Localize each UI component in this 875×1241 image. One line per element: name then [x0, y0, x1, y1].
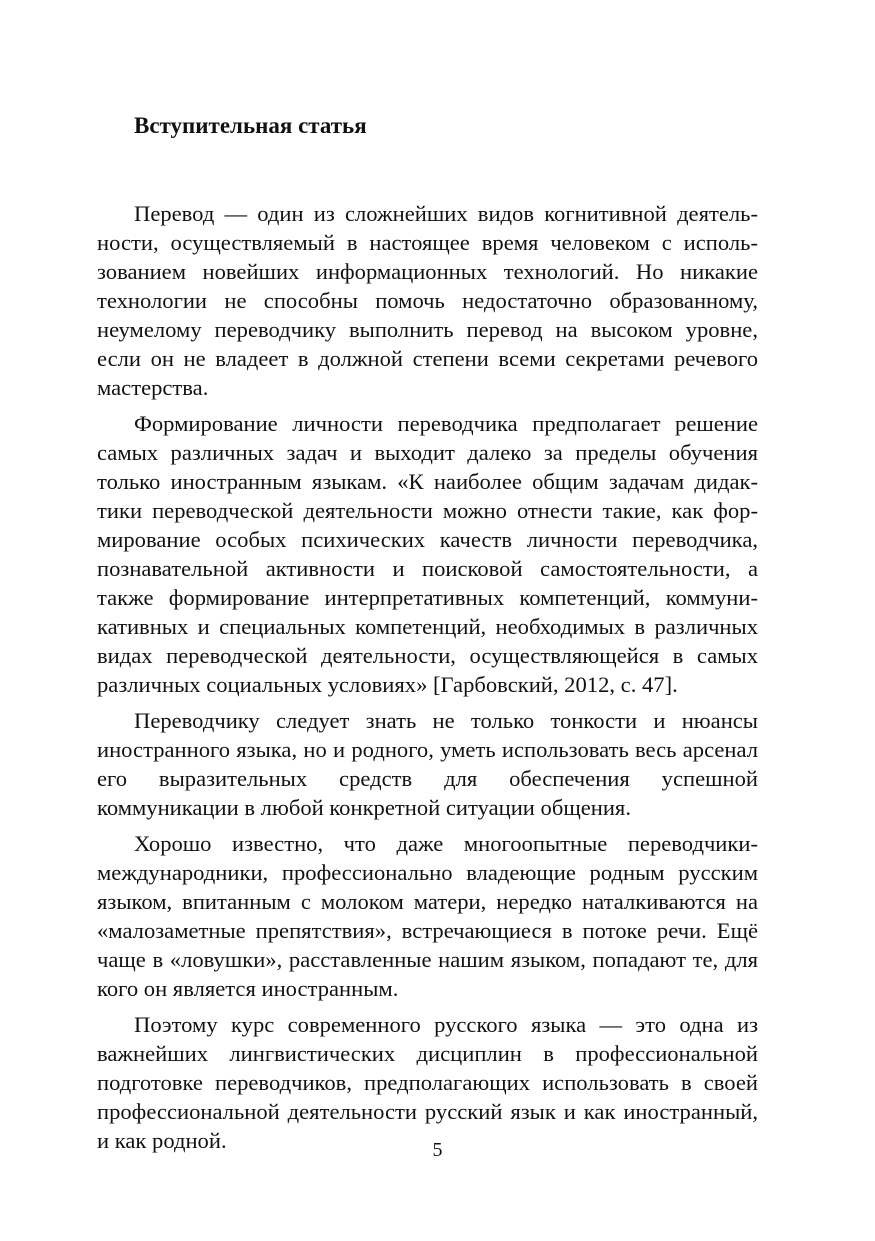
paragraph-5: Поэтому курс современного русского языка — это одна из важнейших лингвистических дисциплин в профессиональной подготовке переводчиков, предполагающих использовать в своей профессиональной деятельности русский язык и как иностранный, и как родной. [97, 1012, 758, 1153]
paragraph-2: Формирование личности переводчика предполагает решение самых различных задач и выходит далеко за пределы обучения только иностранным языкам. «К наиболее общим задачам дидактики переводческой деятельности можно отнести такие, как формирование особых психических качеств личности переводчика, познавательной активности и поисковой самостоятельности, а также формирование интерпретативных компетенций, коммуникативных и специальных компетенций, необходимых в различных видах переводческой деятельности, осуществляющейся в самых различных социальных условиях» [Гарбовский, 2012, с. 47]. [97, 411, 758, 697]
section-heading: Вступительная статья [134, 113, 367, 138]
paragraph-1: Перевод — один из сложнейших видов когнитивной деятельности, осуществляемый в настоящее время человеком с использованием новейших информационных технологий. Но никакие технологии не способны помочь недостаточно образованному, неумелому переводчику выполнить перевод на высоком уровне, если он не владеет в должной степени всеми секретами речевого мастерства. [97, 201, 758, 400]
paragraph-3: Переводчику следует знать не только тонкости и нюансы иностранного языка, но и родного, уметь использовать весь арсенал его выразительных средств для обеспечения успешной коммуникации в любой конкретной ситуации общения. [97, 708, 758, 820]
body-text [97, 199, 758, 1155]
page-number: 5 [432, 1139, 443, 1161]
paragraph-4: Хорошо известно, что даже многоопытные переводчики-международники, профессионально владеющие родным русским языком, впитанным с молоком матери, нередко наталкиваются на «малозаметные препятствия», встречающиеся в потоке речи. Ещё чаще в «ловушки», расставленные нашим языком, попадают те, для кого он является иностранным. [97, 831, 758, 1001]
